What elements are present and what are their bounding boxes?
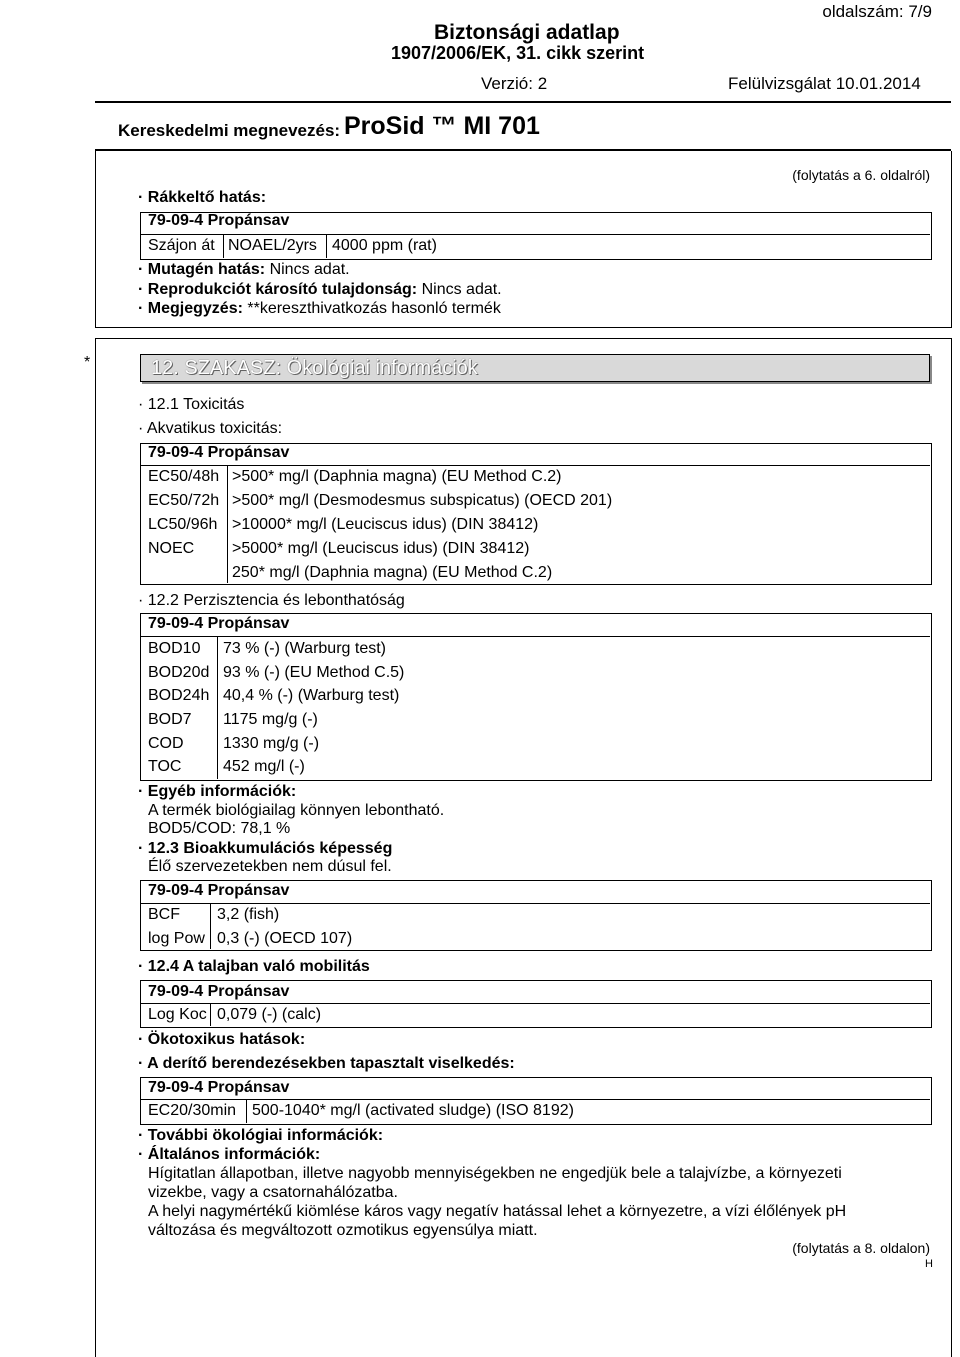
degradation-endpoint: BOD7 [148, 711, 192, 728]
mutagenicity-label: · Mutagén hatás: [138, 261, 266, 278]
continued-from: (folytatás a 6. oldalról) [792, 167, 930, 183]
toxicity-value: >10000* mg/l (Leuciscus idus) (DIN 38412) [232, 516, 539, 533]
general-info-text: Hígitatlan állapotban, illetve nagyobb mennyiségekben ne engedjük bele a talajvízbe, a környezeti [148, 1165, 842, 1182]
note-label: · Megjegyzés: [138, 300, 243, 317]
substance-name: 79-09-4 Propánsav [148, 444, 290, 461]
table-divider [140, 1099, 930, 1100]
toxicity-value: 250* mg/l (Daphnia magna) (EU Method C.2) [232, 564, 553, 581]
toxicity-title: · 12.1 Toxicitás [138, 396, 245, 413]
substance-name: 79-09-4 Propánsav [148, 882, 290, 899]
substance-name: 79-09-4 Propánsav [148, 212, 290, 229]
continued-to: (folytatás a 8. oldalon) [792, 1240, 930, 1256]
degradation-endpoint: COD [148, 735, 184, 752]
aquatic-toxicity-label: · Akvatikus toxicitás: [138, 420, 283, 437]
degradation-value: 40,4 % (-) (Warburg test) [223, 687, 400, 704]
degradation-endpoint: TOC [148, 758, 182, 775]
endpoint-cell: NOAEL/2yrs [228, 237, 317, 254]
ecotoxic-effects-label: · Ökotoxikus hatások: [138, 1031, 306, 1048]
toxicity-value: >500* mg/l (Daphnia magna) (EU Method C.2) [232, 468, 562, 485]
sewage-value: 500-1040* mg/l (activated sludge) (ISO 8192) [252, 1102, 574, 1119]
general-info-label: · Általános információk: [138, 1146, 321, 1163]
revision-asterisk: * [84, 354, 91, 371]
degradation-endpoint: BOD10 [148, 640, 201, 657]
toxicity-endpoint: NOEC [148, 540, 195, 557]
mobility-value: 0,079 (-) (calc) [217, 1006, 322, 1023]
toxicity-endpoint: LC50/96h [148, 516, 218, 533]
mutagenicity-value: Nincs adat. [265, 261, 350, 278]
product-name: ProSid ™ MI 701 [344, 112, 540, 140]
substance-name: 79-09-4 Propánsav [148, 983, 290, 1000]
carcinogenicity-label: · Rákkeltő hatás: [138, 189, 267, 206]
general-info-text: változása és megváltozott ozmotikus egyensúlya miatt. [148, 1222, 538, 1239]
mutagenicity-line [138, 261, 350, 279]
degradation-endpoint: BOD20d [148, 664, 210, 681]
degradation-value: 1330 mg/g (-) [223, 735, 320, 752]
other-info-label: · Egyéb információk: [138, 783, 297, 800]
value-cell: 4000 ppm (rat) [332, 237, 437, 254]
note-line [138, 300, 501, 318]
substance-name: 79-09-4 Propánsav [148, 615, 290, 632]
sewage-endpoint: EC20/30min [148, 1102, 237, 1119]
table-divider [140, 234, 930, 235]
bioaccumulation-endpoint: log Pow [148, 930, 205, 947]
footer-mark: H [925, 1258, 933, 1270]
general-info-text: vizekbe, vagy a csatornahálózatba. [148, 1184, 398, 1201]
document-title: Biztonsági adatlap [434, 21, 620, 44]
cell-divider [246, 1099, 247, 1123]
toxicity-value: >500* mg/l (Desmodesmus subspicatus) (OECD 201) [232, 492, 613, 509]
page-number: oldalszám: 7/9 [822, 2, 932, 21]
trade-name-label: Kereskedelmi megnevezés: [118, 121, 341, 140]
section-12-title: 12. SZAKASZ: Ökológiai információk [151, 357, 478, 379]
header-rule [95, 101, 951, 103]
further-info-label: · További ökológiai információk: [138, 1127, 384, 1144]
substance-name: 79-09-4 Propánsav [148, 1079, 290, 1096]
document-subtitle: 1907/2006/EK, 31. cikk szerint [391, 43, 645, 63]
degradation-value: 1175 mg/g (-) [223, 711, 318, 728]
degradation-value: 73 % (-) (Warburg test) [223, 640, 386, 657]
bioaccumulation-text: Élő szervezetekben nem dúsul fel. [148, 858, 392, 875]
bioaccumulation-value: 3,2 (fish) [217, 906, 280, 923]
cell-divider [210, 903, 211, 949]
reproductive-label: · Reprodukciót károsító tulajdonság: [138, 281, 418, 298]
cell-divider [326, 234, 327, 258]
bioaccumulation-value: 0,3 (-) (OECD 107) [217, 930, 353, 947]
cell-divider [217, 636, 218, 779]
bod-cod-ratio: BOD5/COD: 78,1 % [148, 820, 291, 837]
cell-divider [210, 1003, 211, 1026]
toxicity-value: >5000* mg/l (Leuciscus idus) (DIN 38412) [232, 540, 530, 557]
revision-date: Felülvizsgálat 10.01.2014 [728, 74, 921, 93]
bioaccumulation-title: · 12.3 Bioakkumulációs képesség [138, 840, 393, 857]
degradation-value: 452 mg/l (-) [223, 758, 305, 775]
note-value: **kereszthivatkozás hasonló termék [242, 300, 501, 317]
bioaccumulation-endpoint: BCF [148, 906, 180, 923]
table-divider [140, 903, 930, 904]
mobility-endpoint: Log Koc [148, 1006, 207, 1023]
mobility-title: · 12.4 A talajban való mobilitás [138, 958, 370, 975]
version-label: Verzió: 2 [481, 74, 548, 93]
degradation-endpoint: BOD24h [148, 687, 210, 704]
cell-divider [227, 465, 228, 583]
toxicity-endpoint: EC50/72h [148, 492, 220, 509]
route-cell: Szájon át [148, 237, 215, 254]
degradation-value: 93 % (-) (EU Method C.5) [223, 664, 405, 681]
reproductive-value: Nincs adat. [417, 281, 502, 298]
general-info-text: A helyi nagymértékű kiömlése káros vagy negatív hatással lehet a környezetre, a vízi élőlények pH [148, 1203, 847, 1220]
reproductive-line [138, 281, 502, 299]
table-divider [140, 1003, 930, 1004]
section-12-heading [140, 354, 930, 382]
table-divider [140, 636, 930, 637]
table-divider [140, 465, 930, 466]
sewage-behaviour-label: · A derítő berendezésekben tapasztalt viselkedés: [138, 1055, 515, 1072]
persistence-title: · 12.2 Perzisztencia és lebonthatóság [138, 592, 405, 609]
toxicity-endpoint: EC50/48h [148, 468, 220, 485]
cell-divider [223, 234, 224, 258]
other-info-text: A termék biológiailag könnyen lebontható. [148, 802, 445, 819]
